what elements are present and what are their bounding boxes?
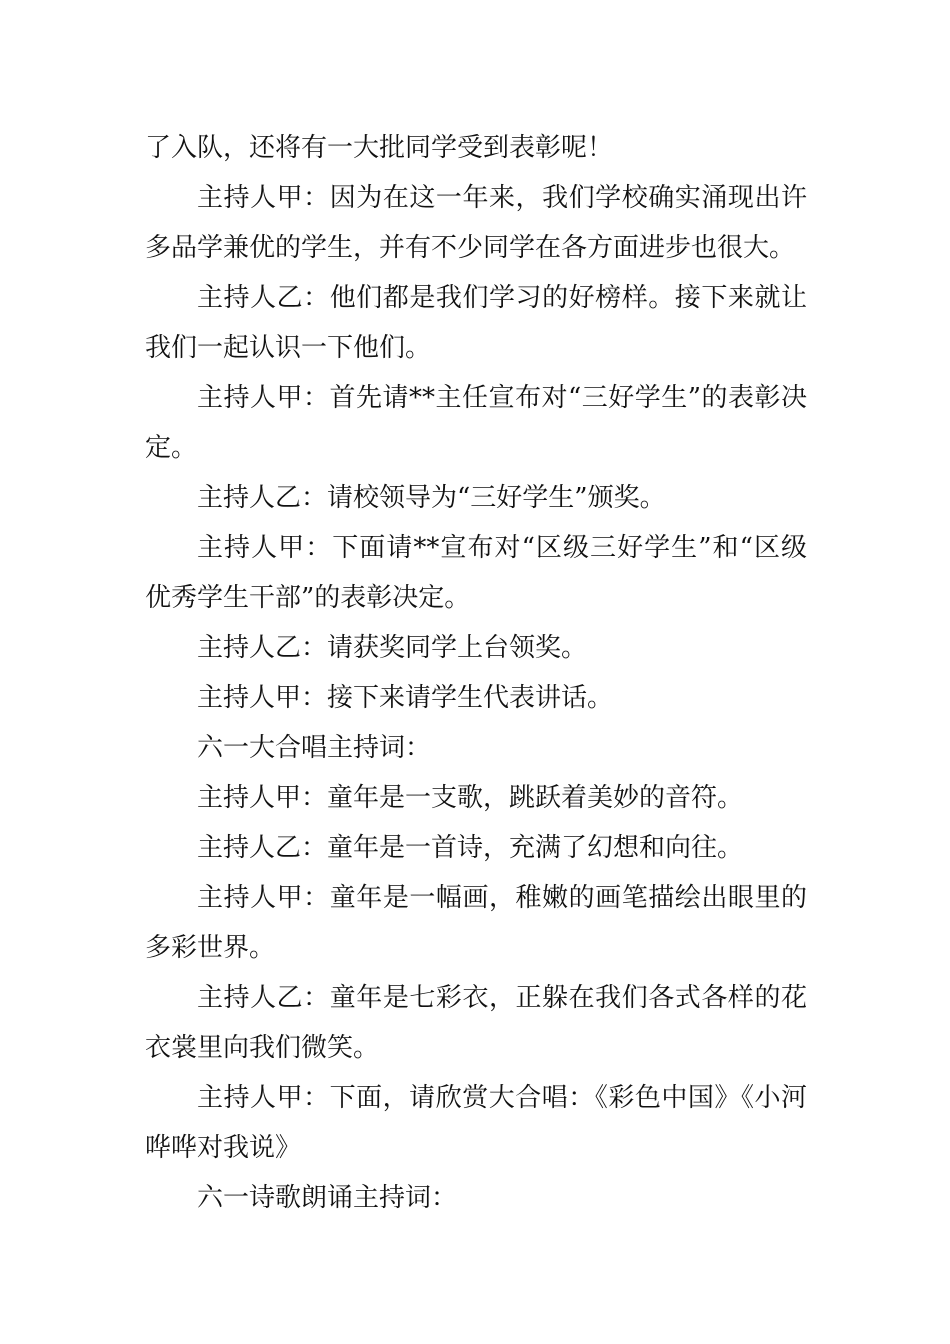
document-body [145,123,807,1223]
section-heading: 六一诗歌朗诵主持词： [197,1183,458,1213]
paragraph: 主持人甲：下面请**宣布对“区级三好学生”和“区级优秀学生干部”的表彰决定。 [145,533,807,613]
paragraph: 主持人甲：首先请**主任宣布对“三好学生”的表彰决定。 [145,383,807,463]
paragraph: 主持人乙：他们都是我们学习的好榜样。接下来就让我们一起认识一下他们。 [145,283,807,363]
paragraph: 主持人甲：因为在这一年来，我们学校确实涌现出许多品学兼优的学生，并有不少同学在各方面进步也很大。 [145,183,807,263]
paragraph: 主持人乙：请校领导为“三好学生”颁奖。 [197,483,666,513]
section-heading: 六一大合唱主持词： [197,733,432,763]
paragraph-continuation: 了入队，还将有一大批同学受到表彰呢！ [145,133,614,163]
paragraph: 主持人乙：请获奖同学上台领奖。 [197,633,588,663]
paragraph: 主持人乙：童年是七彩衣，正躲在我们各式各样的花衣裳里向我们微笑。 [145,983,807,1063]
paragraph: 主持人甲：童年是一幅画，稚嫩的画笔描绘出眼里的多彩世界。 [145,883,807,963]
paragraph: 主持人甲：下面，请欣赏大合唱：《彩色中国》《小河哗哗对我说》 [145,1083,807,1163]
paragraph: 主持人乙：童年是一首诗，充满了幻想和向往。 [197,833,744,863]
paragraph: 主持人甲：童年是一支歌，跳跃着美妙的音符。 [197,783,744,813]
paragraph: 主持人甲：接下来请学生代表讲话。 [197,683,614,713]
